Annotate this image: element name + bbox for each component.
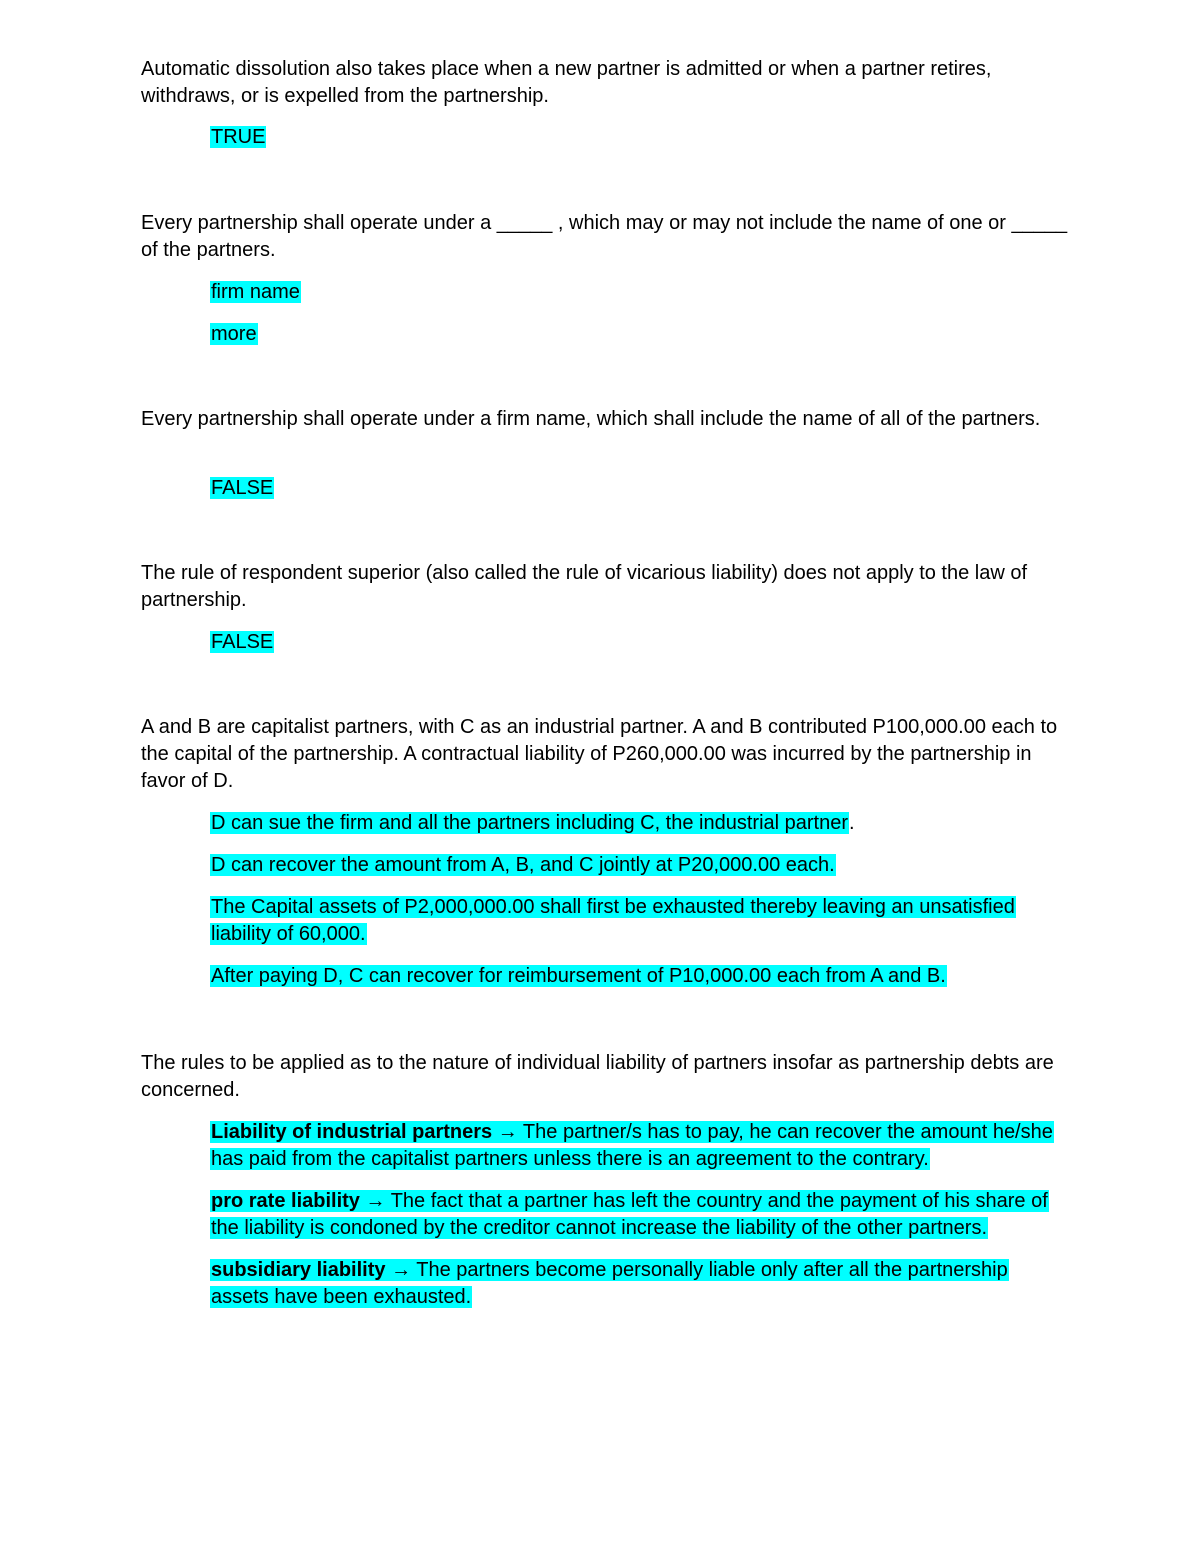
question-4: The rule of respondent superior (also called the rule of vicarious liability) does not apply to the law of partnership. <box>141 562 1028 611</box>
match-text: The partner/s has to pay, he can recover the amount he/she has paid from the capitalist partners unless there is an agreement to the contrary. <box>211 1121 1053 1170</box>
answer-text: After paying D, C can recover for reimbursement of P10,000.00 each from A and B. <box>211 965 946 987</box>
question-2: Every partnership shall operate under a _____ , which may or may not include the name of one or _____ of the partners. <box>141 212 1068 261</box>
answer <box>210 321 1070 348</box>
answer-text: FALSE <box>211 631 274 653</box>
question-3: Every partnership shall operate under a firm name, which shall include the name of all of the partners. <box>141 408 1041 430</box>
answer-text: firm name <box>211 281 300 303</box>
question-5: A and B are capitalist partners, with C as an industrial partner. A and B contributed P100,000.00 each to the capital of the partnership. A contractual liability of P260,000.00 was incurred by the partnership in favor of D. <box>141 716 1058 792</box>
answers-3 <box>210 475 1070 517</box>
arrow-icon: → <box>497 1121 518 1143</box>
answer <box>210 475 1070 502</box>
answer <box>210 124 1070 151</box>
answers-4 <box>210 629 1070 671</box>
match-answer <box>210 1119 1070 1173</box>
answer <box>210 810 1070 837</box>
answers-2 <box>210 279 1070 363</box>
arrow-icon: → <box>365 1190 386 1212</box>
answer <box>210 894 1070 948</box>
answer-text: D can sue the firm and all the partners including C, the industrial partner <box>211 812 849 834</box>
match-term: subsidiary liability <box>211 1259 386 1281</box>
answer-text: TRUE <box>211 126 266 148</box>
match-text: The partners become personally liable only after all the partnership assets have been exhausted. <box>211 1259 1008 1308</box>
answer <box>210 852 1070 879</box>
match-term: Liability of industrial partners <box>211 1121 493 1143</box>
question-6: The rules to be applied as to the nature of individual liability of partners insofar as partnership debts are concerned. <box>141 1052 1054 1101</box>
answer-text: more <box>211 323 257 345</box>
answer-text: The Capital assets of P2,000,000.00 shall first be exhausted thereby leaving an unsatisfied liability of 60,000. <box>211 896 1015 945</box>
question-1: Automatic dissolution also takes place when a new partner is admitted or when a partner retires, withdraws, or is expelled from the partnership. <box>141 58 992 107</box>
answer-text: FALSE <box>211 477 274 499</box>
answer-suffix: . <box>849 812 855 834</box>
answers-5 <box>210 810 1070 1005</box>
match-term: pro rate liability <box>211 1190 360 1212</box>
arrow-icon: → <box>391 1259 412 1281</box>
match-answer <box>210 1188 1070 1242</box>
answers-1 <box>210 124 1070 166</box>
answer <box>210 629 1070 656</box>
answer <box>210 963 1070 990</box>
match-answer <box>210 1257 1070 1311</box>
answer-text: D can recover the amount from A, B, and C jointly at P20,000.00 each. <box>211 854 835 876</box>
answers-6 <box>210 1119 1070 1326</box>
match-text: The fact that a partner has left the country and the payment of his share of the liability is condoned by the creditor cannot increase the liability of the other partners. <box>211 1190 1048 1239</box>
answer <box>210 279 1070 306</box>
